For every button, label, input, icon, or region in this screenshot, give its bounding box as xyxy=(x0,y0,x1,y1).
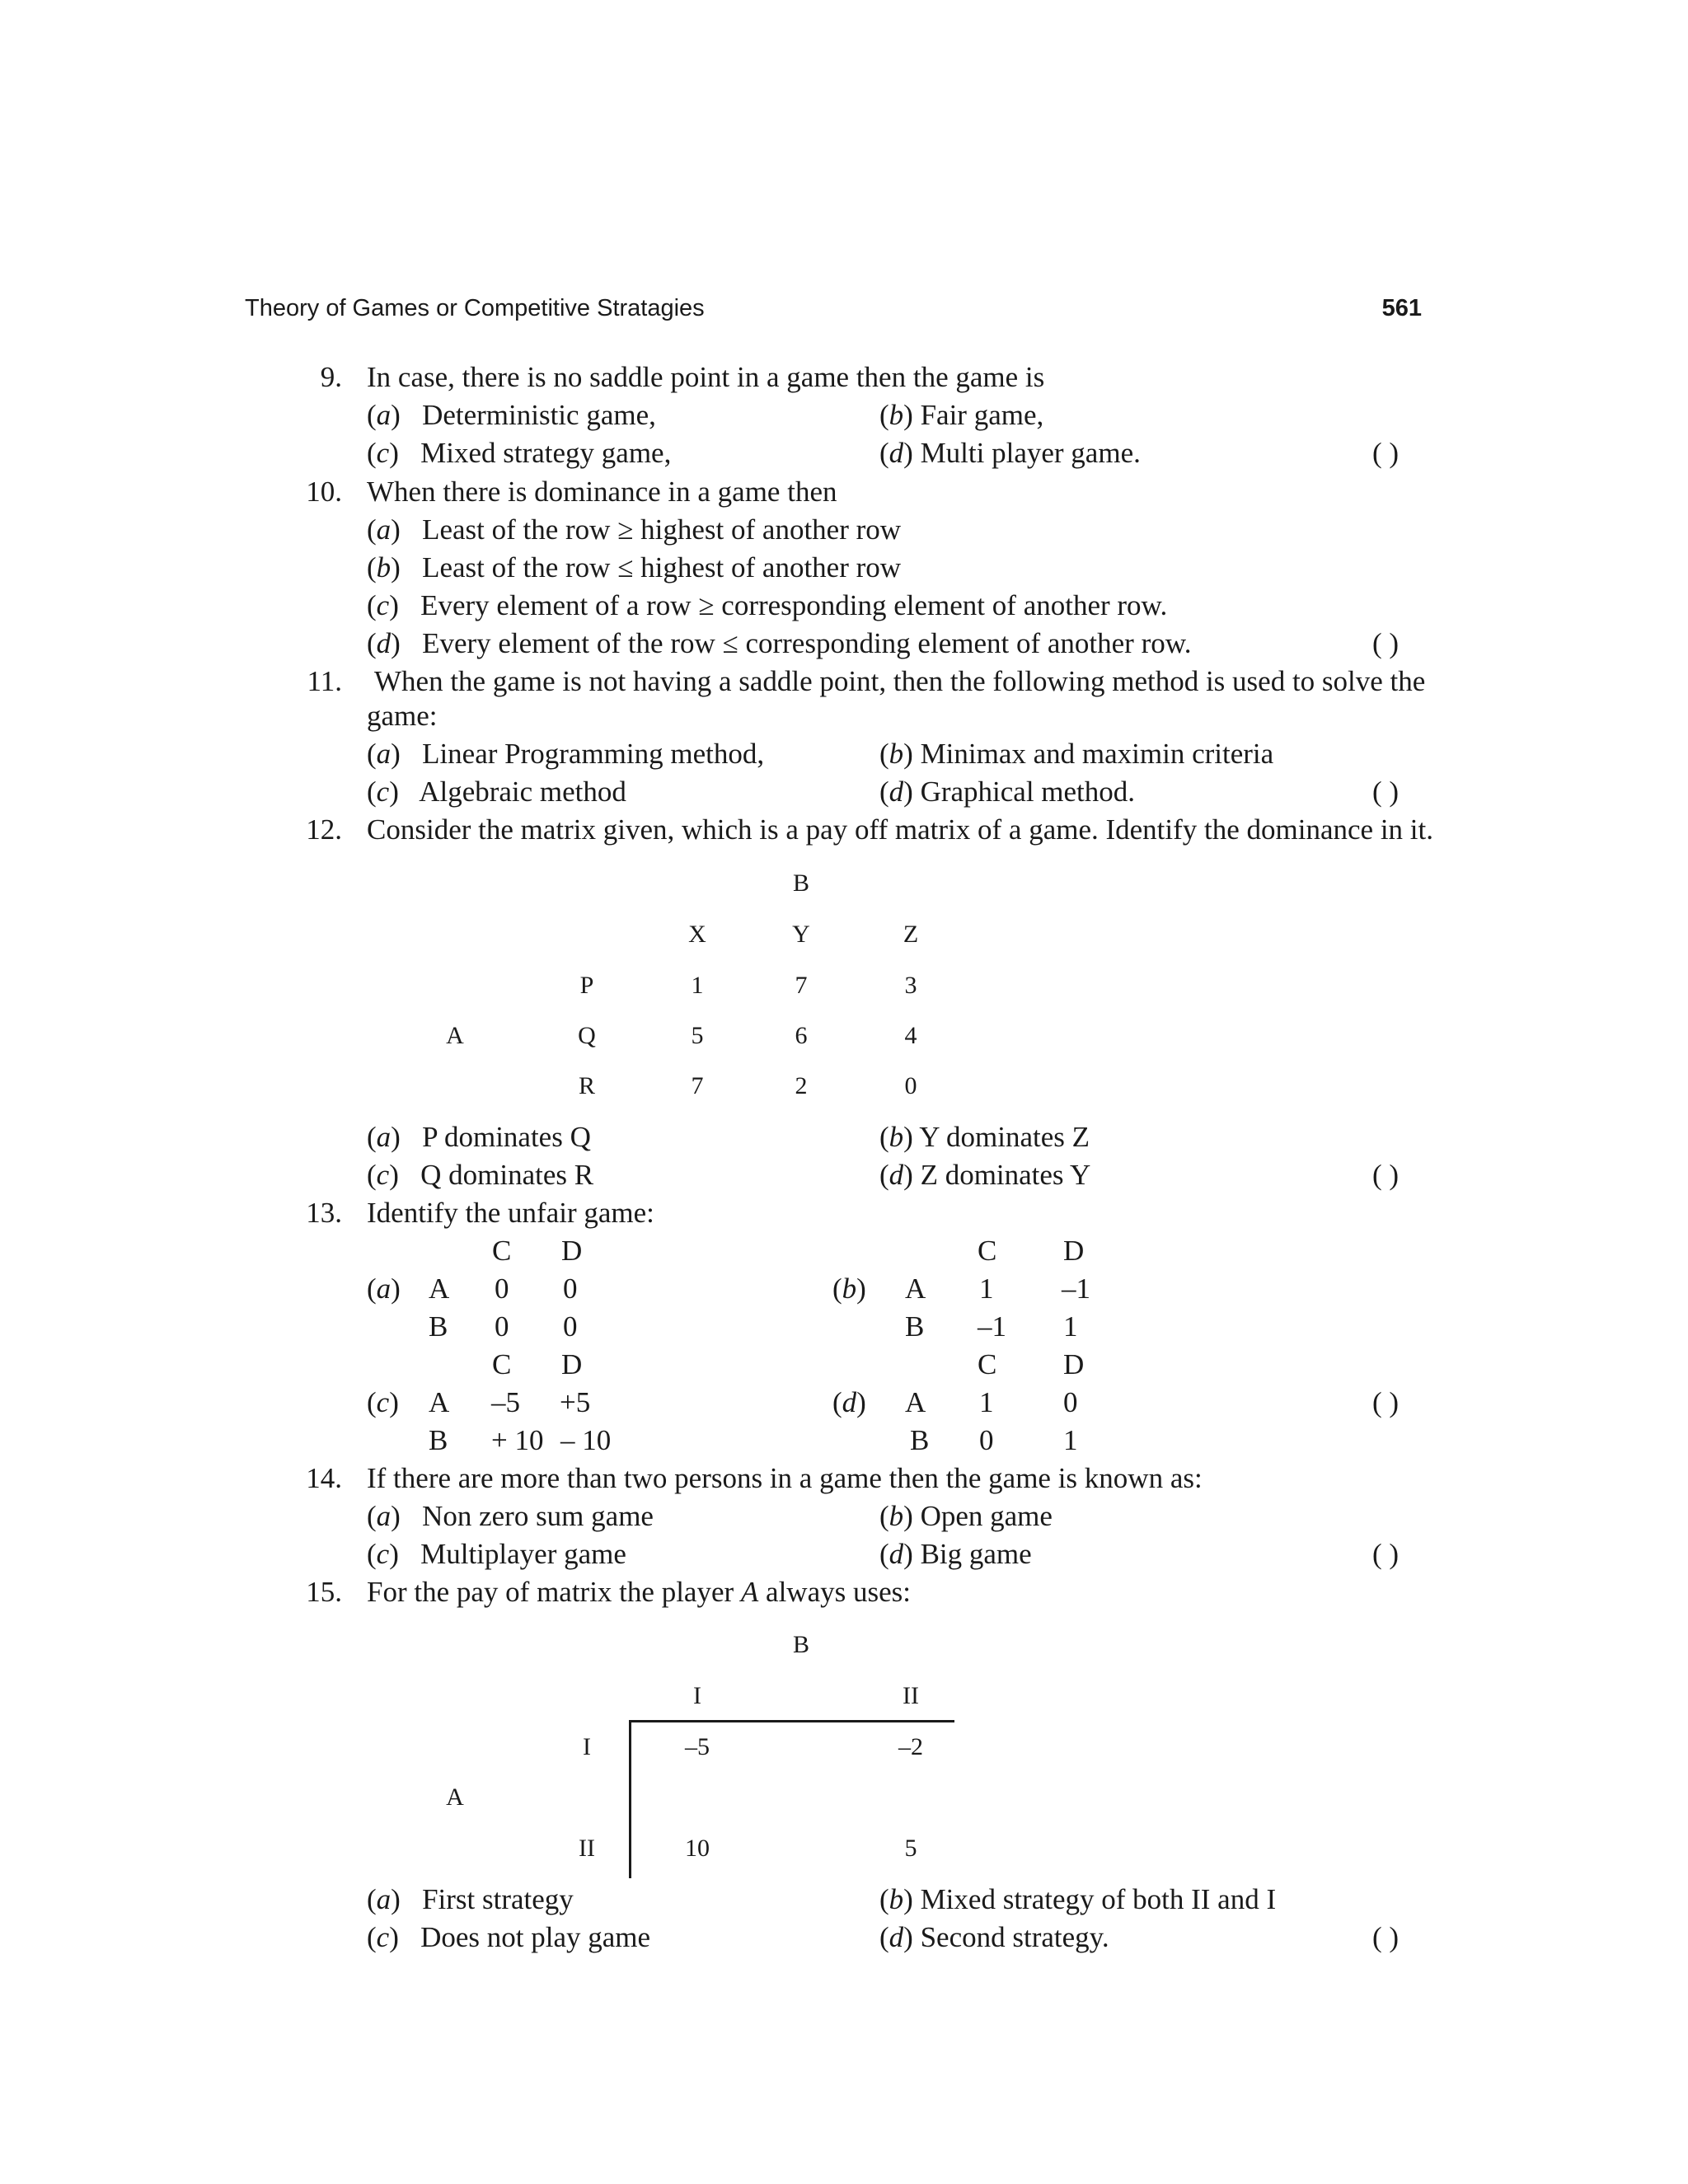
option-d: (d) Big game xyxy=(879,1538,1032,1570)
question-number: 14. xyxy=(306,1462,342,1494)
option-c: (c) Q dominates R xyxy=(367,1159,594,1191)
matrix-col-header: II xyxy=(903,1682,919,1709)
matrix-cell: 1 xyxy=(1063,1310,1078,1343)
answer-box: ( ) xyxy=(1372,1159,1400,1191)
matrix-cell: 3 xyxy=(904,972,917,999)
option-d: (d) Multi player game. xyxy=(879,437,1141,469)
answer-box: ( ) xyxy=(1372,627,1400,659)
matrix-cell: 0 xyxy=(979,1424,994,1456)
matrix-cell: +5 xyxy=(560,1386,591,1418)
question-number: 9. xyxy=(320,361,342,393)
question-text: For the pay of matrix the player A always uses: xyxy=(367,1576,911,1608)
matrix-left-rule xyxy=(629,1720,631,1878)
answer-box: ( ) xyxy=(1372,1538,1400,1570)
option-d: (d) Second strategy. xyxy=(879,1921,1109,1953)
matrix-cell: –5 xyxy=(685,1733,710,1760)
option-a: (a) Deterministic game, xyxy=(367,399,656,431)
option-b: (b) Fair game, xyxy=(879,399,1044,431)
matrix-row-header: II xyxy=(579,1835,595,1862)
matrix-row-header: R xyxy=(578,1072,595,1099)
matrix-cell: 0 xyxy=(495,1272,509,1305)
matrix-cell: –1 xyxy=(1062,1272,1090,1305)
option-b: (b) Mixed strategy of both II and I xyxy=(879,1883,1277,1915)
answer-box: ( ) xyxy=(1372,776,1400,808)
option-c: (c) Every element of a row ≥ corresponding element of another row. xyxy=(367,589,1168,621)
matrix-col-header: D xyxy=(1063,1235,1085,1267)
option-d: (d) Z dominates Y xyxy=(879,1159,1091,1191)
matrix-col-header: C xyxy=(978,1348,997,1380)
option-d: (d) Graphical method. xyxy=(879,776,1136,808)
matrix-player-a: A xyxy=(446,1022,464,1049)
matrix-row-header: I xyxy=(583,1733,591,1760)
matrix-row-header: P xyxy=(579,972,594,999)
option-a: (a) Linear Programming method, xyxy=(367,738,765,770)
matrix-cell: 0 xyxy=(1063,1386,1078,1418)
answer-box: ( ) xyxy=(1372,1921,1400,1953)
matrix-cell: 10 xyxy=(685,1835,710,1862)
option-b: (b) Open game xyxy=(879,1500,1053,1532)
question-number: 11. xyxy=(307,665,342,697)
matrix-cell: –5 xyxy=(491,1386,520,1418)
question-text: If there are more than two persons in a game then the game is known as: xyxy=(367,1462,1203,1494)
matrix-cell: 0 xyxy=(563,1310,578,1343)
option-a: (a) Least of the row ≥ highest of another row xyxy=(367,513,902,546)
matrix-cell: 7 xyxy=(691,1072,704,1099)
matrix-row-header: B xyxy=(910,1424,930,1456)
option-a: (a) P dominates Q xyxy=(367,1121,591,1153)
matrix-cell: 7 xyxy=(795,972,808,999)
option-c: (c) Mixed strategy game, xyxy=(367,437,672,469)
question-text: When there is dominance in a game then xyxy=(367,476,837,508)
matrix-cell: – 10 xyxy=(560,1424,612,1456)
matrix-cell: 0 xyxy=(904,1072,917,1099)
option-a-label: (a) xyxy=(367,1272,401,1305)
question-text: In case, there is no saddle point in a game then the game is xyxy=(367,361,1045,393)
matrix-col-header: D xyxy=(561,1348,583,1380)
matrix-player-b: B xyxy=(792,869,809,897)
matrix-top-rule xyxy=(629,1720,954,1722)
matrix-row-header: B xyxy=(905,1310,925,1343)
running-header: Theory of Games or Competitive Stratagies xyxy=(245,295,705,321)
page-number: 561 xyxy=(1381,295,1422,321)
matrix-cell: –1 xyxy=(978,1310,1006,1343)
matrix-cell: 6 xyxy=(795,1022,808,1049)
matrix-cell: 1 xyxy=(979,1272,994,1305)
matrix-player-b: B xyxy=(792,1631,809,1658)
matrix-col-header: I xyxy=(693,1682,701,1709)
matrix-cell: 0 xyxy=(563,1272,578,1305)
matrix-cell: 0 xyxy=(495,1310,509,1343)
matrix-col-header: Z xyxy=(903,921,919,948)
matrix-row-header: A xyxy=(429,1272,450,1305)
option-a: (a) Non zero sum game xyxy=(367,1500,654,1532)
option-b-label: (b) xyxy=(832,1272,866,1305)
matrix-cell: 5 xyxy=(904,1835,917,1862)
matrix-row-header: B xyxy=(429,1424,448,1456)
option-d: (d) Every element of the row ≤ corresponding element of another row. xyxy=(367,627,1192,659)
answer-box: ( ) xyxy=(1372,437,1400,469)
question-number: 10. xyxy=(306,476,342,508)
matrix-col-header: C xyxy=(492,1348,512,1380)
question-number: 12. xyxy=(306,813,342,846)
matrix-cell: 1 xyxy=(1063,1424,1078,1456)
matrix-player-a: A xyxy=(446,1783,464,1811)
matrix-cell: 2 xyxy=(795,1072,808,1099)
option-c-label: (c) xyxy=(367,1386,399,1418)
matrix-col-header: C xyxy=(492,1235,512,1267)
matrix-row-header: B xyxy=(429,1310,448,1343)
matrix-cell: 4 xyxy=(904,1022,917,1049)
option-c: (c) Algebraic method xyxy=(367,776,626,808)
matrix-cell: + 10 xyxy=(491,1424,544,1456)
question-text-cont: game: xyxy=(367,700,438,732)
matrix-cell: 5 xyxy=(691,1022,704,1049)
option-c: (c) Does not play game xyxy=(367,1921,651,1953)
matrix-col-header: Y xyxy=(792,921,810,948)
matrix-col-header: D xyxy=(561,1235,583,1267)
matrix-col-header: D xyxy=(1063,1348,1085,1380)
option-d-label: (d) xyxy=(832,1386,866,1418)
matrix-col-header: C xyxy=(978,1235,997,1267)
matrix-col-header: X xyxy=(688,921,706,948)
matrix-cell: 1 xyxy=(691,972,704,999)
question-number: 13. xyxy=(306,1197,342,1229)
option-c: (c) Multiplayer game xyxy=(367,1538,626,1570)
answer-box: ( ) xyxy=(1372,1386,1400,1418)
matrix-cell: 1 xyxy=(979,1386,994,1418)
matrix-row-header: A xyxy=(905,1386,926,1418)
matrix-row-header: A xyxy=(905,1272,926,1305)
option-b: (b) Minimax and maximin criteria xyxy=(879,738,1274,770)
option-a: (a) First strategy xyxy=(367,1883,574,1915)
question-number: 15. xyxy=(306,1576,342,1608)
option-b: (b) Y dominates Z xyxy=(879,1121,1090,1153)
question-text: Consider the matrix given, which is a pay off matrix of a game. Identify the dominance in it. xyxy=(367,813,1434,846)
matrix-cell: –2 xyxy=(898,1733,923,1760)
question-text: Identify the unfair game: xyxy=(367,1197,654,1229)
matrix-row-header: A xyxy=(429,1386,450,1418)
question-text: When the game is not having a saddle point, then the following method is used to solve the xyxy=(374,665,1426,697)
option-b: (b) Least of the row ≤ highest of another row xyxy=(367,551,902,583)
matrix-row-header: Q xyxy=(578,1022,596,1049)
